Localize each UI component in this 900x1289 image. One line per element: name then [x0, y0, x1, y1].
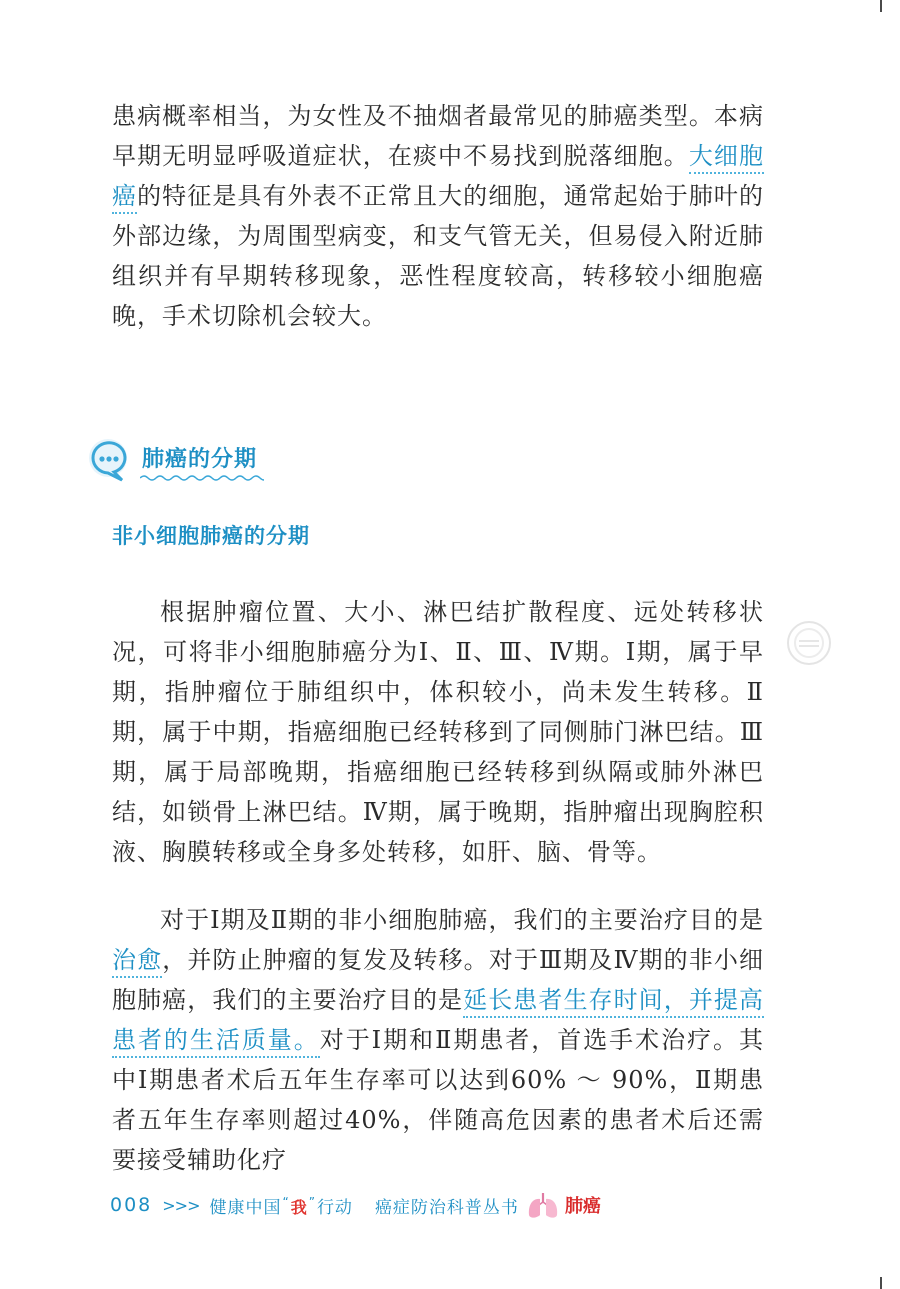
wavy-underline: [140, 474, 264, 482]
paragraph-treatment-goals: 对于Ⅰ期及Ⅱ期的非小细胞肺癌，我们的主要治疗目的是治愈，并防止肿瘤的复发及转移。对于Ⅲ期及Ⅳ期的非小细胞肺癌，我们的主要治疗目的是延长患者生存时间，并提高患者的生活质量。对于Ⅰ期和Ⅱ期患者，首选手术治疗。其中Ⅰ期患者术后五年生存率可以达到60% ～ 90%，Ⅱ期患者五年生存率则超过40%，伴随高危因素的患者术后还需要接受辅助化疗: [112, 906, 765, 1174]
page-footer: [110, 1188, 601, 1222]
page-number: 008: [110, 1194, 153, 1216]
subsection-title: 非小细胞肺癌的分期: [112, 524, 310, 548]
series-name: 健康中国“我”行动: [209, 1194, 353, 1218]
highlight-cure: 治愈: [112, 946, 162, 978]
chevrons-icon: >>>: [162, 1195, 200, 1215]
paragraph-staging: 根据肿瘤位置、大小、淋巴结扩散程度、远处转移状况，可将非小细胞肺癌分为Ⅰ、Ⅱ、Ⅲ、Ⅳ期。Ⅰ期，属于早期，指肿瘤位于肺组织中，体积较小，尚未发生转移。Ⅱ期，属于中期，指癌细胞已经转移到了同侧肺门淋巴结。Ⅲ期，属于局部晚期，指癌细胞已经转移到纵隔或肺外淋巴结，如锁骨上淋巴结。Ⅳ期，属于晚期，指肿瘤出现胸腔积液、胸膜转移或全身多处转移，如肝、脑、骨等。: [112, 598, 764, 866]
page-edge-mark-top: [880, 0, 882, 12]
lungs-icon: [525, 1190, 561, 1220]
watermark-emblem-icon: [786, 620, 832, 666]
paragraph-lung-cancer-types: 患病概率相当，为女性及不抽烟者最常见的肺癌类型。本病早期无明显呼吸道症状，在痰中不易找到脱落细胞。大细胞癌的特征是具有外表不正常且大的细胞，通常起始于肺叶的外部边缘，为周围型病变，和支气管无关，但易侵入附近肺组织并有早期转移现象，恶性程度较高，转移较小细胞癌晚，手术切除机会较大。: [112, 102, 765, 330]
section-title: 肺癌的分期: [142, 447, 258, 472]
series-subtitle: 癌症防治科普丛书: [374, 1197, 519, 1218]
speech-bubble-dots-icon: [84, 436, 134, 484]
book-title: 肺癌: [564, 1196, 601, 1217]
page-edge-mark-bottom: [880, 1277, 882, 1289]
highlight-prolong-survival: 延长患者生存时间，并提高患者的生活质量。: [112, 986, 764, 1058]
highlight-large-cell-carcinoma: 大细胞癌: [112, 142, 764, 214]
